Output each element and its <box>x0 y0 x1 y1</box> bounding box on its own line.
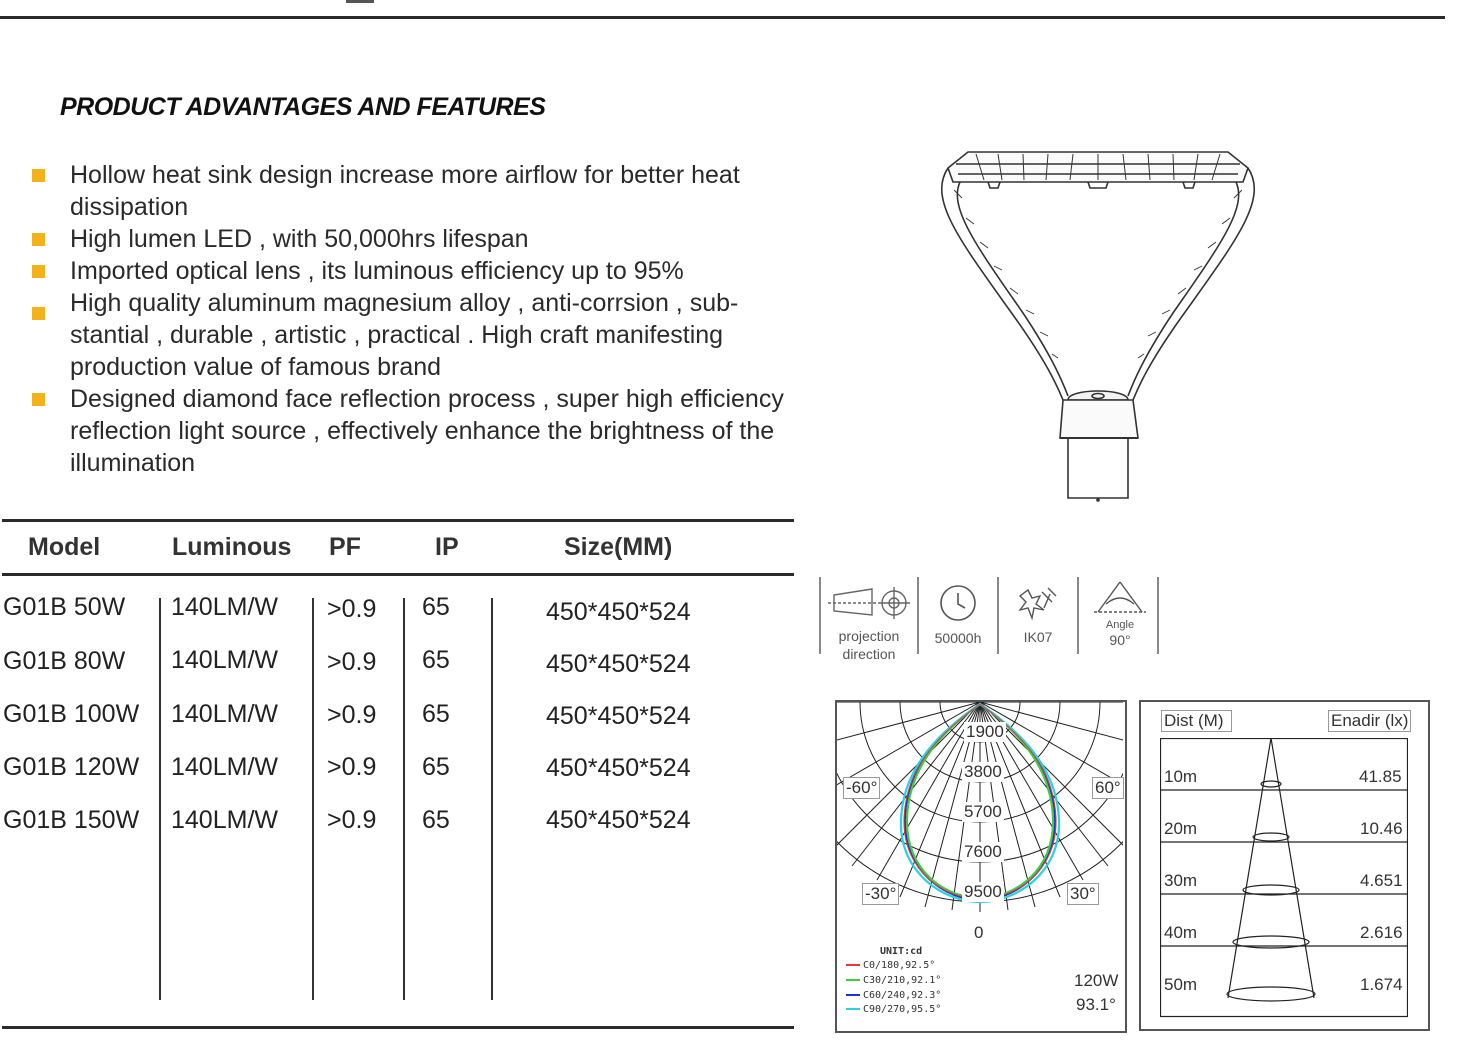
cell-model: G01B 50W <box>3 593 126 621</box>
cell-model: G01B 80W <box>3 647 126 675</box>
cell-ip: 65 <box>422 806 450 834</box>
feature-item: Hollow heat sink design increase more airflow for better heat dissipation <box>30 159 810 223</box>
legend-swatch <box>846 1008 860 1010</box>
angle-label: 0 <box>974 923 984 942</box>
luminaire-drawing <box>928 138 1278 508</box>
ring-label: 3800 <box>964 762 1002 781</box>
lifespan-badge: 50000h <box>920 581 996 647</box>
impact-hammer-icon <box>1016 584 1060 624</box>
distance-label: 40m <box>1164 923 1198 942</box>
legend-item: C0/180,92.5° <box>846 960 935 971</box>
distance-label: 20m <box>1164 819 1198 838</box>
bullet-square-icon <box>32 265 45 278</box>
legend-swatch <box>846 979 860 981</box>
cell-ip: 65 <box>422 593 450 621</box>
legend-item: C30/210,92.1° <box>846 975 941 986</box>
col-header-model: Model <box>28 533 101 561</box>
ring-label: 9500 <box>964 882 1002 901</box>
col-header-luminous: Luminous <box>172 533 292 561</box>
table-header-rule <box>2 573 794 576</box>
icon-separator <box>997 577 999 654</box>
table-top-rule <box>2 519 794 522</box>
cell-size: 450*450*524 <box>546 650 691 678</box>
feature-item: Imported optical lens , its luminous efficiency up to 95% <box>30 255 810 287</box>
distance-label: 50m <box>1164 975 1198 994</box>
beam-angle-icon <box>1090 578 1150 616</box>
cell-luminous: 140LM/W <box>171 646 278 674</box>
enadir-header: Enadir (lx) <box>1328 710 1411 732</box>
column-divider <box>312 598 314 1000</box>
cell-luminous: 140LM/W <box>171 806 278 834</box>
cell-luminous: 140LM/W <box>171 753 278 781</box>
lux-value: 10.46 <box>1360 819 1403 838</box>
power-label: 120W <box>1074 971 1119 990</box>
cell-pf: >0.9 <box>327 753 377 781</box>
icon-separator <box>917 577 919 654</box>
cell-size: 450*450*524 <box>546 754 691 782</box>
column-divider <box>403 598 405 1000</box>
lux-value: 4.651 <box>1360 871 1403 890</box>
legend-item: C90/270,95.5° <box>846 1004 941 1015</box>
cell-model: G01B 150W <box>3 806 140 834</box>
lux-value: 41.85 <box>1359 767 1402 786</box>
cell-model: G01B 100W <box>3 700 140 728</box>
icon-separator <box>1157 577 1159 654</box>
impact-rating-badge: IK07 <box>1000 584 1076 646</box>
bullet-square-icon <box>32 233 45 246</box>
cell-ip: 65 <box>422 700 450 728</box>
column-divider <box>491 598 493 1000</box>
legend-item: C60/240,92.3° <box>846 990 941 1001</box>
cell-model: G01B 120W <box>3 753 140 781</box>
cell-pf: >0.9 <box>327 648 377 676</box>
ring-label: 1900 <box>966 722 1004 741</box>
bullet-square-icon <box>32 393 45 406</box>
cell-luminous: 140LM/W <box>171 593 278 621</box>
feature-item: High lumen LED , with 50,000hrs lifespan <box>30 223 810 255</box>
ring-label: 5700 <box>964 802 1002 821</box>
top-divider <box>0 16 1445 19</box>
icon-separator <box>1077 577 1079 654</box>
table-bottom-rule <box>2 1026 794 1029</box>
unit-label: UNIT:cd <box>880 946 923 957</box>
efficiency-label: 93.1° <box>1076 995 1116 1014</box>
feature-item: Designed diamond face reflection process , super high efficiency reflection light source , effectively enhance the brightness of the illumination <box>30 383 810 479</box>
dist-header: Dist (M) <box>1161 710 1232 732</box>
projection-direction-icon <box>824 585 914 623</box>
bullet-square-icon <box>32 307 45 320</box>
distance-label: 10m <box>1164 767 1198 786</box>
beam-angle-badge: Angle 90° <box>1082 578 1158 649</box>
bullet-square-icon <box>32 169 45 182</box>
lux-value: 2.616 <box>1360 923 1403 942</box>
col-header-size: Size(MM) <box>564 533 673 561</box>
ring-label: 7600 <box>964 842 1002 861</box>
cell-size: 450*450*524 <box>546 598 691 626</box>
features-list <box>30 159 810 479</box>
angle-label: -60° <box>843 777 880 799</box>
header-tab-mark <box>346 0 374 3</box>
cell-luminous: 140LM/W <box>171 700 278 728</box>
lux-value: 1.674 <box>1360 975 1403 994</box>
cell-pf: >0.9 <box>327 595 377 623</box>
cell-size: 450*450*524 <box>546 806 691 834</box>
cell-pf: >0.9 <box>327 806 377 834</box>
clock-icon <box>936 581 980 625</box>
angle-label: 60° <box>1092 777 1124 799</box>
cell-ip: 65 <box>422 646 450 674</box>
icon-separator <box>819 577 821 654</box>
cell-size: 450*450*524 <box>546 702 691 730</box>
angle-label: -30° <box>862 883 899 905</box>
angle-label: 30° <box>1067 883 1099 905</box>
distance-label: 30m <box>1164 871 1198 890</box>
cell-pf: >0.9 <box>327 701 377 729</box>
projection-direction-badge: projection direction <box>822 585 916 663</box>
legend-swatch <box>846 994 860 996</box>
feature-item: High quality aluminum magnesium alloy , anti-corrsion , sub-stantial , durable , artistic , practical . High craft manifesting production value of famous brand <box>30 287 810 383</box>
column-divider <box>159 598 161 1000</box>
cell-ip: 65 <box>422 753 450 781</box>
section-title: PRODUCT ADVANTAGES AND FEATURES <box>60 93 546 121</box>
col-header-ip: IP <box>435 533 459 561</box>
col-header-pf: PF <box>329 533 361 561</box>
legend-swatch <box>846 964 860 966</box>
